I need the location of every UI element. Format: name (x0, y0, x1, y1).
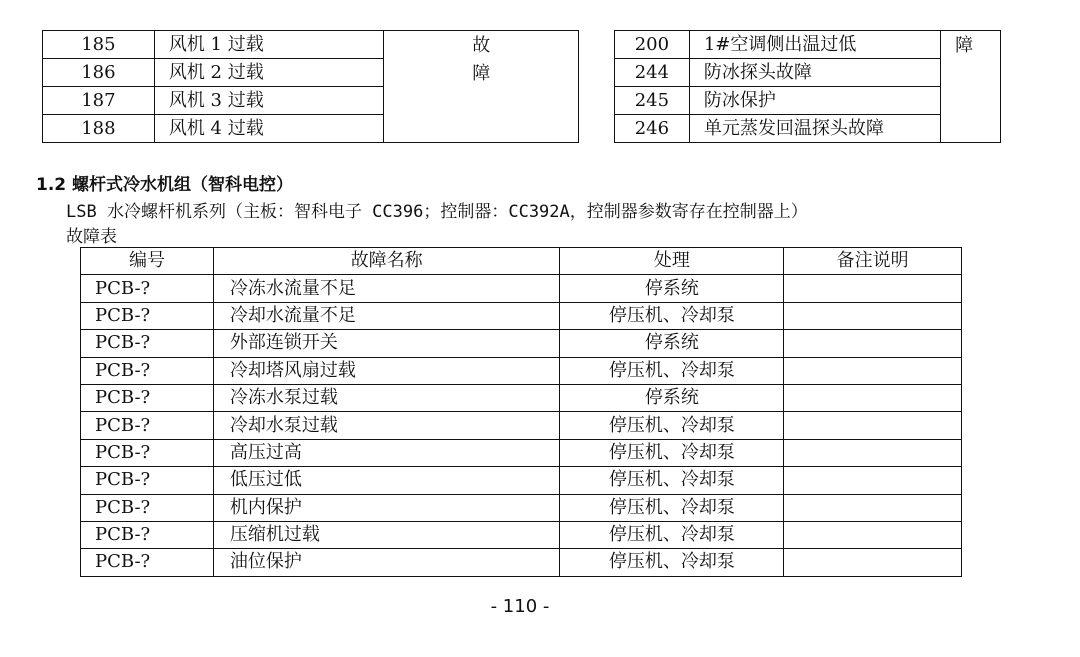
section-description: LSB 水冷螺杆机系列（主板：智科电子 CC396；控制器：CC392A，控制器参数寄存在控制器上） (66, 202, 808, 222)
table-header-row (81, 248, 962, 275)
table-row (81, 302, 962, 329)
fault-code: PCB-? (81, 549, 214, 576)
fault-note (784, 357, 962, 384)
fault-action: 停系统 (560, 384, 784, 411)
table-row (81, 494, 962, 521)
fault-name: 单元蒸发回温探头故障 (689, 115, 940, 143)
fault-name: 冷却水泵过载 (213, 412, 560, 439)
fault-name: 防冰保护 (689, 87, 940, 115)
fault-code: PCB-? (81, 275, 214, 302)
fault-action: 停压机、冷却泵 (560, 467, 784, 494)
fault-name: 冷却水流量不足 (213, 302, 560, 329)
table-label: 故障表 (66, 227, 117, 247)
header-note: 备注说明 (784, 248, 962, 275)
table-row (81, 357, 962, 384)
table-row (615, 31, 1001, 59)
fault-name: 高压过高 (213, 439, 560, 466)
table-row (81, 412, 962, 439)
fault-name: 风机 2 过载 (154, 59, 384, 87)
fault-code: PCB-? (81, 439, 214, 466)
fault-name: 外部连锁开关 (213, 330, 560, 357)
header-code: 编号 (81, 248, 214, 275)
top-right-fault-table (614, 30, 1001, 143)
fault-code: 244 (615, 59, 690, 87)
fault-action: 停压机、冷却泵 (560, 302, 784, 329)
fault-note (784, 494, 962, 521)
fault-action: 停压机、冷却泵 (560, 549, 784, 576)
fault-note (784, 521, 962, 548)
fault-name: 冷却塔风扇过载 (213, 357, 560, 384)
table-row (81, 275, 962, 302)
category-line-1: 故 (472, 35, 491, 56)
fault-code: 245 (615, 87, 690, 115)
section-heading: 1.2 螺杆式冷水机组（智科电控） (36, 175, 294, 195)
fault-action: 停系统 (560, 330, 784, 357)
table-row (81, 330, 962, 357)
fault-name: 风机 4 过载 (154, 115, 384, 143)
fault-code: 246 (615, 115, 690, 143)
fault-code: PCB-? (81, 467, 214, 494)
fault-code: PCB-? (81, 494, 214, 521)
fault-category-cell: 障 (941, 31, 1001, 143)
fault-name: 机内保护 (213, 494, 560, 521)
fault-name: 1#空调侧出温过低 (689, 31, 940, 59)
fault-action: 停压机、冷却泵 (560, 357, 784, 384)
fault-name: 冷冻水流量不足 (213, 275, 560, 302)
fault-code: PCB-? (81, 384, 214, 411)
category-line-2: 障 (472, 63, 491, 84)
fault-code: 188 (43, 115, 155, 143)
table-row (81, 439, 962, 466)
fault-code: PCB-? (81, 412, 214, 439)
fault-code: PCB-? (81, 330, 214, 357)
fault-name: 压缩机过载 (213, 521, 560, 548)
fault-table (80, 247, 962, 577)
fault-code: 186 (43, 59, 155, 87)
fault-action: 停压机、冷却泵 (560, 412, 784, 439)
fault-name: 风机 1 过载 (154, 31, 384, 59)
fault-code: PCB-? (81, 357, 214, 384)
fault-code: PCB-? (81, 521, 214, 548)
fault-note (784, 467, 962, 494)
fault-code: PCB-? (81, 302, 214, 329)
fault-note (784, 412, 962, 439)
fault-note (784, 549, 962, 576)
fault-note (784, 275, 962, 302)
fault-code: 200 (615, 31, 690, 59)
table-row (81, 467, 962, 494)
table-row (81, 549, 962, 576)
fault-code: 187 (43, 87, 155, 115)
fault-name: 低压过低 (213, 467, 560, 494)
fault-note (784, 302, 962, 329)
fault-name: 防冰探头故障 (689, 59, 940, 87)
fault-action: 停压机、冷却泵 (560, 521, 784, 548)
table-row (43, 31, 579, 59)
page-number: - 110 - (490, 596, 550, 617)
fault-note (784, 384, 962, 411)
fault-name: 风机 3 过载 (154, 87, 384, 115)
fault-note (784, 330, 962, 357)
fault-code: 185 (43, 31, 155, 59)
header-name: 故障名称 (213, 248, 560, 275)
fault-category-cell (384, 31, 579, 143)
top-left-fault-table (42, 30, 579, 143)
table-row (81, 384, 962, 411)
header-action: 处理 (560, 248, 784, 275)
fault-action: 停系统 (560, 275, 784, 302)
fault-action: 停压机、冷却泵 (560, 494, 784, 521)
fault-action: 停压机、冷却泵 (560, 439, 784, 466)
fault-name: 冷冻水泵过载 (213, 384, 560, 411)
fault-note (784, 439, 962, 466)
fault-name: 油位保护 (213, 549, 560, 576)
table-row (81, 521, 962, 548)
